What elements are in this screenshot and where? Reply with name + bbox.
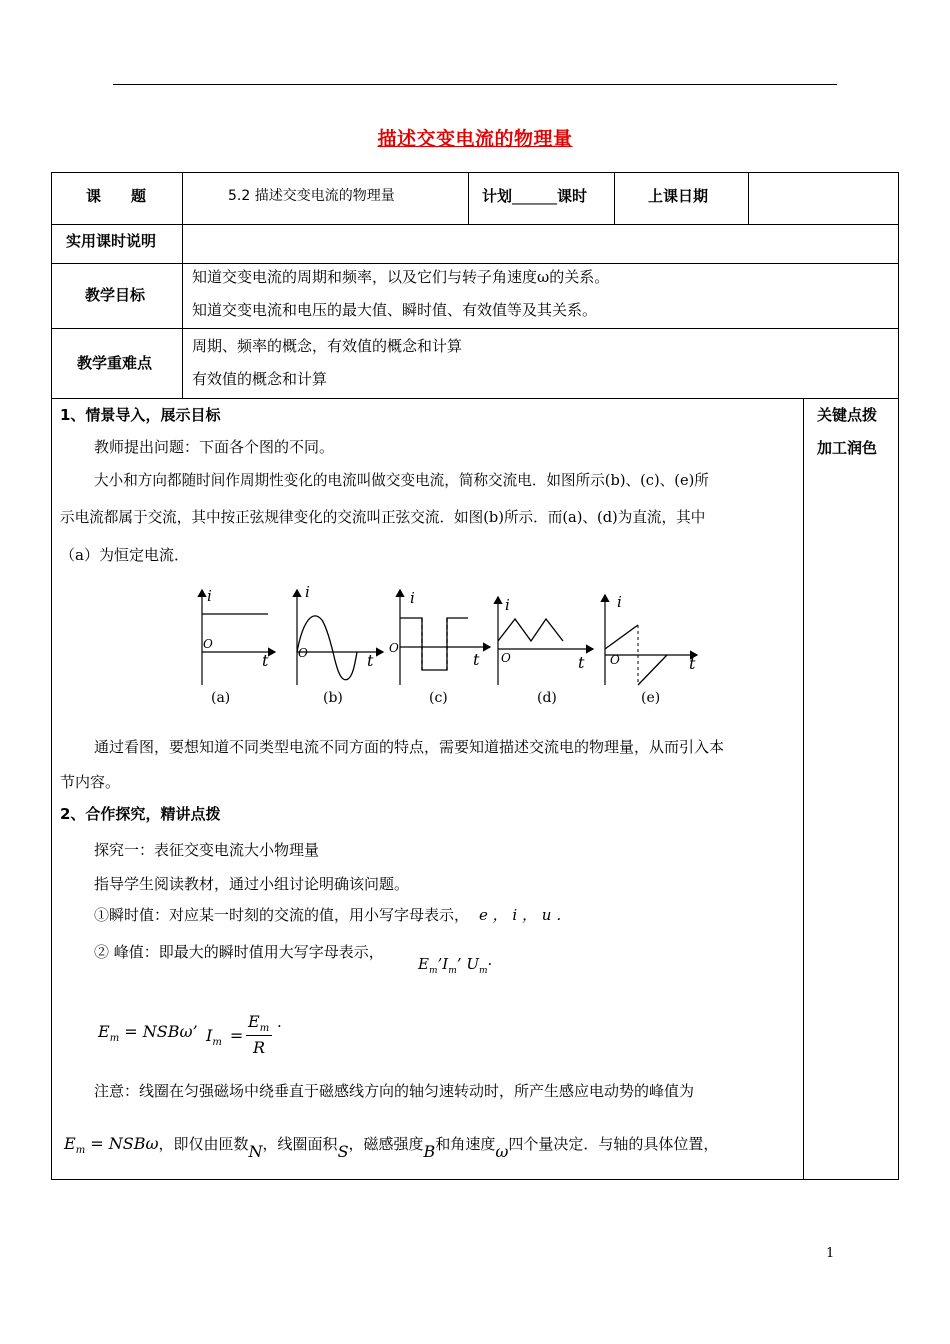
svg-text:O: O — [389, 641, 399, 655]
objectives-label: 教学目标 — [85, 286, 146, 304]
svg-text:(e): (e) — [641, 690, 661, 706]
svg-text:t: t — [367, 651, 374, 670]
svg-text:(c): (c) — [429, 690, 448, 706]
section-1-heading: 1、情景导入，展示目标 — [60, 406, 221, 424]
svg-text:i: i — [207, 587, 212, 605]
header-rule — [113, 84, 837, 85]
svg-text:O: O — [610, 653, 620, 667]
paragraph: （a）为恒定电流． — [60, 546, 189, 564]
keypoint-line: 周期、频率的概念，有效值的概念和计算 — [192, 337, 463, 355]
side-note-2: 加工润色 — [817, 439, 878, 457]
svg-text:O: O — [203, 637, 213, 651]
paragraph: 示电流都属于交流，其中按正弦规律变化的交流叫正弦交流．如图(b)所示．而(a)、(d)为直流，其中 — [60, 509, 706, 526]
svg-text:(b): (b) — [323, 690, 343, 706]
svg-text:i: i — [305, 585, 310, 601]
graph-d — [498, 596, 593, 706]
page-title: 描述交变电流的物理量 — [377, 128, 573, 150]
current-waveforms-figure — [185, 585, 705, 710]
graph-b — [297, 585, 383, 706]
graph-a — [202, 587, 275, 706]
paragraph: $E_m = NSB\omega$，即仅由匝数N，线圈面积S，磁感强度B和角速度ω四个量决定．与轴的具体位置， — [64, 1134, 719, 1161]
fraction-bar — [246, 1035, 272, 1036]
paragraph: 通过看图，要想知道不同类型电流不同方面的特点，需要知道描述交流电的物理量，从而引入本 — [94, 738, 725, 756]
graph-e — [605, 593, 697, 706]
objective-line: 知道交变电流和电压的最大值、瞬时值、有效值等及其关系。 — [192, 301, 598, 319]
paragraph: ② 峰值：即最大的瞬时值用大写字母表示， — [94, 943, 384, 961]
svg-text:t: t — [689, 654, 696, 673]
paragraph: 教师提出问题：下面各个图的不同。 — [94, 438, 335, 456]
paragraph: 注意：线圈在匀强磁场中绕垂直于磁感线方向的轴匀速转动时，所产生感应电动势的峰值为 — [94, 1082, 695, 1100]
svg-text:t: t — [473, 650, 480, 669]
side-note-1: 关键点拨 — [817, 406, 878, 424]
fraction-numerator: $E_m$ — [248, 1012, 270, 1035]
svg-text:t: t — [262, 651, 269, 670]
svg-text:O: O — [298, 646, 308, 660]
svg-text:t: t — [578, 653, 585, 672]
keypoints-label: 教学重难点 — [77, 354, 153, 372]
paragraph: 探究一：表征交变电流大小物理量 — [94, 841, 320, 859]
svg-text:(a): (a) — [211, 690, 231, 706]
paragraph: 指导学生阅读教材，通过小组讨论明确该问题。 — [94, 875, 410, 893]
graph-c — [389, 589, 490, 706]
section-2-heading: 2、合作探究，精讲点拨 — [60, 805, 221, 823]
paragraph: 大小和方向都随时间作周期性变化的电流叫做交变电流，简称交流电．如图所示(b)、(c)、(e)所 — [94, 472, 709, 489]
page-number: 1 — [826, 1246, 835, 1261]
peak-symbols: $E_m’I_m$’ $U_m\cdot$ — [418, 955, 493, 976]
peak-current-formula: $I_m$ = — [206, 1026, 244, 1049]
svg-text:(d): (d) — [537, 690, 557, 706]
keypoint-line: 有效值的概念和计算 — [192, 370, 328, 388]
plan-hours: 计划______课时 — [482, 187, 588, 205]
objective-line: 知道交变电流的周期和频率，以及它们与转子角速度ω的关系。 — [192, 268, 610, 286]
svg-text:i: i — [410, 589, 415, 607]
svg-text:i: i — [617, 593, 622, 611]
hours-note-label: 实用课时说明 — [66, 232, 157, 250]
date-label: 上课日期 — [648, 187, 709, 205]
svg-text:O: O — [501, 651, 511, 665]
topic-value: 5.2 描述交变电流的物理量 — [228, 188, 395, 204]
paragraph: 节内容。 — [60, 773, 121, 791]
peak-emf-formula: $E_m = NSB\omega$’ — [98, 1022, 198, 1045]
fraction-denominator: R — [253, 1038, 266, 1057]
paragraph: ①瞬时值：对应某一时刻的交流的值，用小写字母表示， e ， i ， u ． — [94, 906, 572, 924]
topic-label: 课 题 — [86, 187, 147, 205]
svg-text:i: i — [505, 596, 510, 614]
